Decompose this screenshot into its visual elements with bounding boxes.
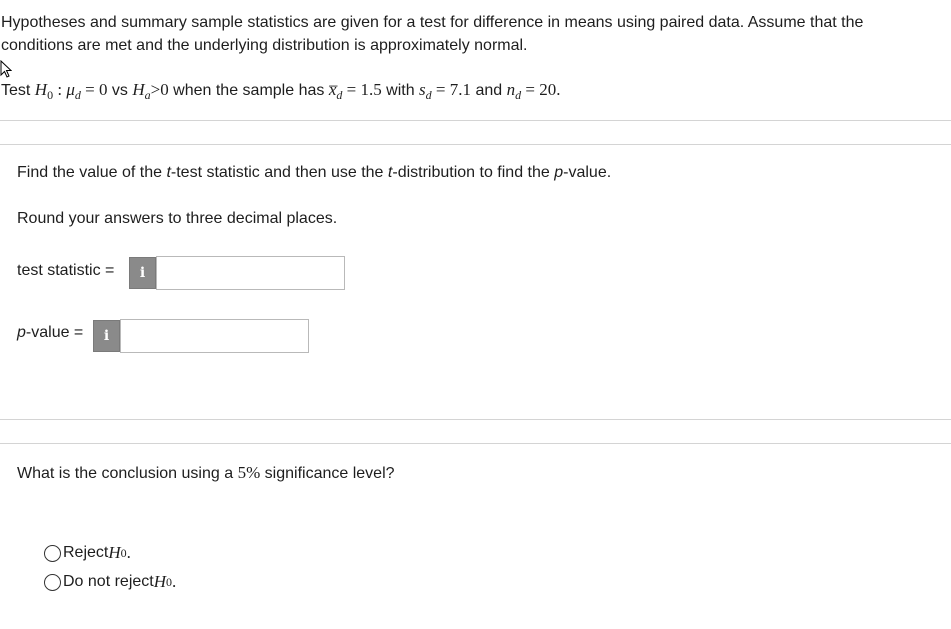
period: .	[172, 572, 177, 591]
alt-value: >0	[150, 80, 169, 99]
with-text: with	[381, 82, 420, 99]
colon: :	[53, 80, 67, 99]
radio-button[interactable]	[44, 545, 61, 562]
divider	[0, 120, 951, 121]
info-glyph: i	[103, 328, 110, 344]
radio-do-not-reject-h0[interactable]	[44, 572, 176, 592]
vs-text: vs	[107, 82, 133, 99]
xbar-symbol: x̅	[328, 80, 337, 99]
ha-subscript: a	[144, 88, 151, 102]
conclusion-question: What is the conclusion using a 5% significance level?	[17, 463, 395, 482]
mu-subscript: d	[74, 88, 81, 102]
test-statistic-input[interactable]	[156, 256, 345, 290]
null-value: = 0	[80, 80, 108, 99]
n-subscript: d	[515, 88, 522, 102]
h-symbol: H	[153, 572, 166, 591]
hyp-test-label: Test	[1, 82, 35, 99]
h-subscript: 0	[166, 574, 172, 589]
xbar-value: = 1.5	[342, 80, 382, 99]
period: .	[126, 543, 131, 562]
info-icon[interactable]	[93, 320, 120, 352]
h0-symbol: H	[34, 80, 48, 99]
mouse-cursor-icon	[0, 60, 12, 78]
info-icon[interactable]	[129, 257, 156, 289]
ha-symbol: H	[132, 80, 145, 99]
test-statistic-label: test statistic =	[17, 262, 115, 279]
option-label: Reject	[63, 544, 109, 561]
and-text: and	[471, 82, 507, 99]
mu-symbol: μ	[66, 80, 75, 99]
n-value: = 20.	[521, 80, 561, 99]
divider	[0, 443, 951, 444]
divider	[0, 419, 951, 420]
hypotheses-line	[1, 80, 560, 103]
n-symbol: n	[506, 80, 516, 99]
option-label: Do not reject	[63, 573, 154, 590]
divider	[0, 144, 951, 145]
round-instruction: Round your answers to three decimal places.	[17, 210, 338, 227]
info-glyph: i	[139, 265, 146, 281]
problem-intro: Hypotheses and summary sample statistics are given for a test for difference in means using paired data. Assume that the conditions are met and the underlying distribution is approximately normal.	[1, 14, 864, 54]
h-subscript: 0	[120, 545, 127, 560]
part1-instruction: Find the value of the t-test statistic and then use the t-distribution to find the p-value.	[17, 164, 612, 181]
radio-reject-h0[interactable]	[44, 543, 131, 563]
radio-button[interactable]	[44, 574, 61, 591]
xbar-subscript: d	[336, 88, 343, 102]
s-subscript: d	[425, 88, 432, 102]
s-symbol: s	[419, 80, 426, 99]
p-value-input[interactable]	[120, 319, 309, 353]
s-value: = 7.1	[431, 80, 472, 99]
when-text: when the sample has	[168, 82, 329, 99]
h0-subscript: 0	[47, 88, 54, 102]
p-value-label: p-value =	[17, 324, 84, 341]
h-symbol: H	[108, 543, 121, 562]
